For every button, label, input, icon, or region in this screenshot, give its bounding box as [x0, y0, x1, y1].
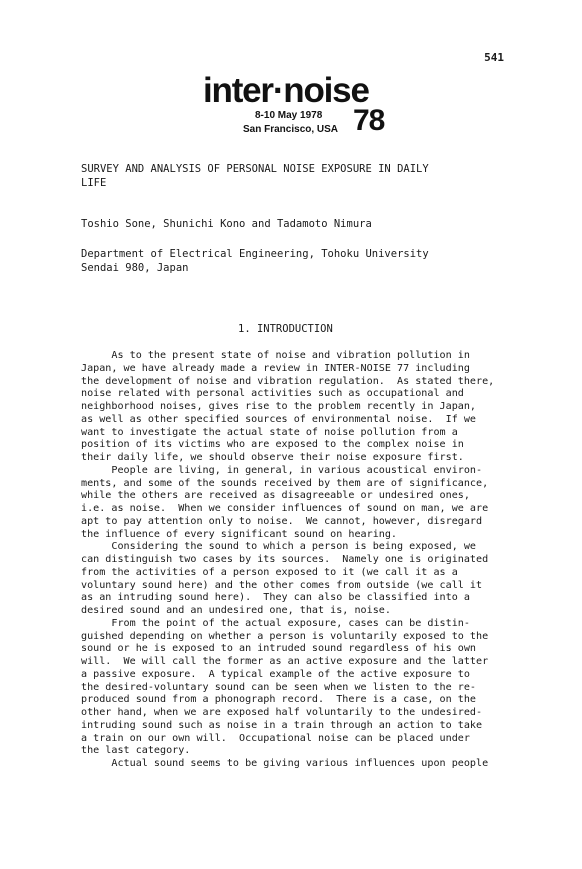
body-line: Actual sound seems to be giving various influences upon people: [81, 758, 489, 769]
paper-affiliation: Department of Electrical Engineering, Tohoku University Sendai 980, Japan: [81, 248, 429, 274]
body-line: desired sound and an undesired one, that is, noise.: [81, 605, 391, 616]
paper-authors: Toshio Sone, Shunichi Kono and Tadamoto Nimura: [81, 218, 372, 230]
body-line: As to the present state of noise and vibration pollution in: [81, 350, 470, 361]
body-line: ments, and some of the sounds received by them are of significance,: [81, 477, 489, 489]
body-line: will. We will call the former as an active exposure and the latter: [81, 656, 489, 667]
body-line: produced sound from a phonograph record. There is a case, on the: [81, 694, 477, 706]
body-line: the influence of every significant sound on hearing.: [81, 528, 398, 540]
body-line: intruding sound such as noise in a train through an action to take: [81, 719, 483, 731]
body-line: apt to pay attention only to noise. We cannot, however, disregard: [81, 515, 483, 527]
body-line: sound or he is exposed to an intruded sound regardless of his own: [81, 643, 477, 655]
body-line: From the point of the actual exposure, cases can be distin-: [81, 617, 470, 629]
body-line: from the activities of a person exposed to it (we call it as a: [81, 566, 458, 578]
body-line: neighborhood noises, gives rise to the problem recently in Japan,: [81, 401, 477, 412]
logo-dates: 8-10 May 1978: [255, 110, 323, 121]
body-line: noise related with personal activities such as occupational and: [81, 388, 464, 400]
logo-year: 78: [353, 104, 385, 137]
body-line: i.e. as noise. When we consider influences of sound on man, we are: [81, 503, 489, 514]
body-line: position of its victims who are exposed to the complex noise in: [81, 439, 464, 451]
body-line: while the others are received as disagreeable or undesired ones,: [81, 490, 470, 502]
body-line: voluntary sound here) and the other comes from outside (we call it: [81, 579, 483, 591]
paper-title: SURVEY AND ANALYSIS OF PERSONAL NOISE EXPOSURE IN DAILY LIFE: [81, 163, 429, 189]
body-line: People are living, in general, in various acoustical environ-: [81, 464, 483, 476]
body-text: [81, 350, 511, 771]
body-line: the development of noise and vibration regulation. As stated there,: [81, 375, 495, 387]
body-line: a passive exposure. A typical example of the active exposure to: [81, 668, 470, 680]
body-line: as an intruding sound here). They can also be classified into a: [81, 592, 470, 604]
body-line: guished depending on whether a person is voluntarily exposed to the: [81, 630, 489, 642]
body-line: their daily life, we should observe their noise exposure first.: [81, 452, 464, 463]
body-line: the desired-voluntary sound can be seen when we listen to the re-: [81, 681, 477, 693]
body-line: the last category.: [81, 745, 191, 757]
conference-logo: [203, 72, 389, 142]
page-number: 541: [484, 51, 504, 64]
body-line: as well as other specified sources of environmental noise. If we: [81, 413, 477, 425]
body-line: Considering the sound to which a person is being exposed, we: [81, 541, 477, 553]
logo-place: San Francisco, USA: [243, 124, 339, 135]
body-line: can distinguish two cases by its sources. Namely one is originated: [81, 554, 489, 565]
logo-name: inter·noise: [203, 71, 369, 110]
body-line: other hand, when we are exposed half voluntarily to the undesired-: [81, 707, 483, 718]
body-line: want to investigate the actual state of noise pollution from a: [81, 426, 458, 438]
body-line: a train on our own will. Occupational noise can be placed under: [81, 732, 470, 744]
body-line: Japan, we have already made a review in INTER-NOISE 77 including: [81, 362, 470, 374]
section-heading: 1. INTRODUCTION: [238, 323, 333, 335]
